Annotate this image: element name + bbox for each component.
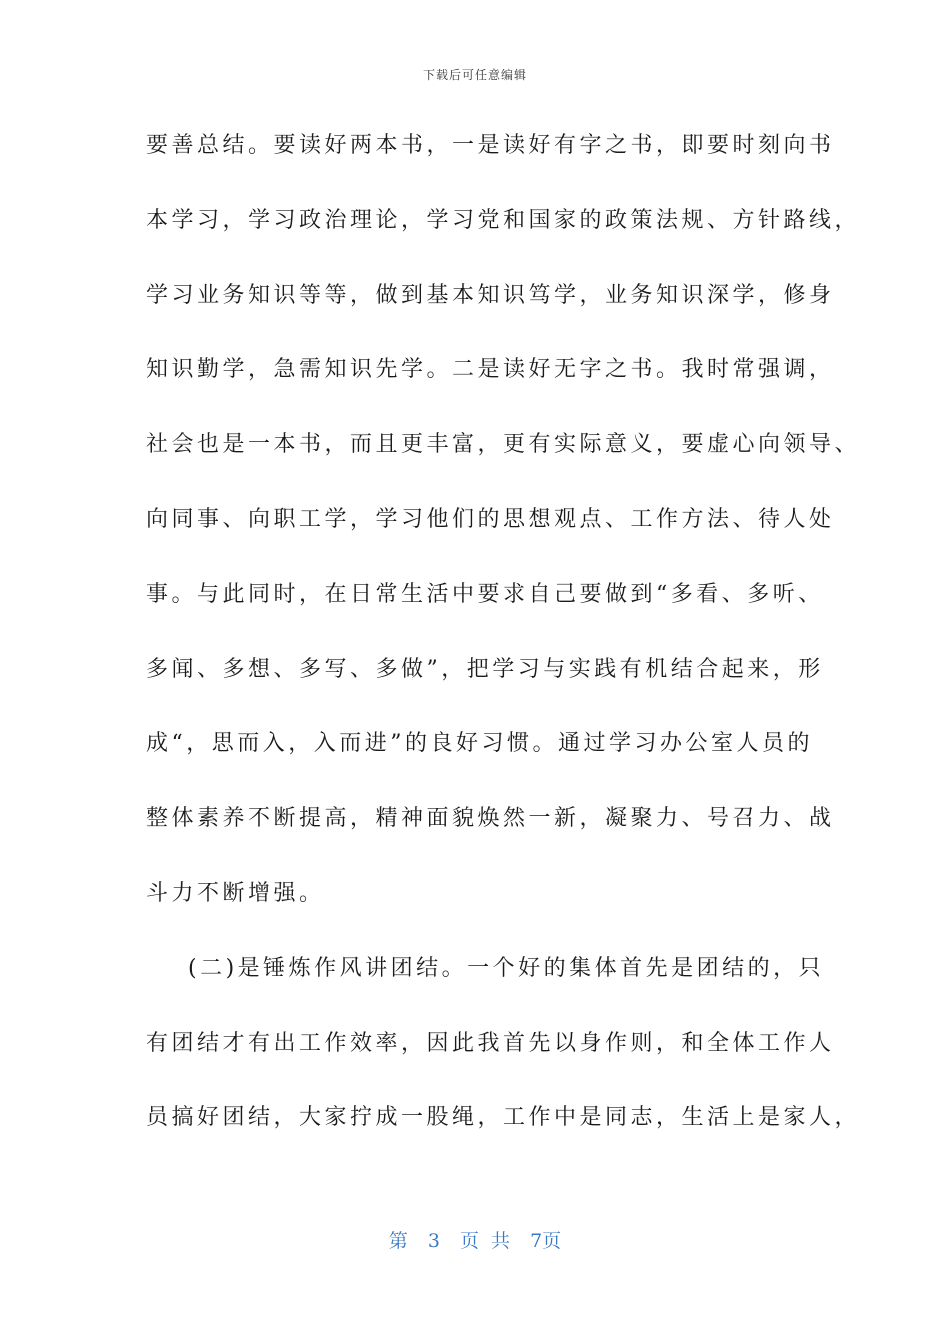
- total-pages: 7页: [530, 1230, 562, 1252]
- text-line: 向同事、向职工学，学习他们的思想观点、工作方法、待人处: [146, 506, 835, 532]
- text-line: 有团结才有出工作效率，因此我首先以身作则，和全体工作人: [146, 1030, 835, 1056]
- text-line: 整体素养不断提高，精神面貌焕然一新，凝聚力、号召力、战: [146, 806, 835, 832]
- text-line: 知识勤学，急需知识先学。二是读好无字之书。我时常强调，: [146, 357, 835, 383]
- paragraph-start-line: (二)是锤炼作风讲团结。一个好的集体首先是团结的，只: [188, 955, 825, 981]
- text-line: 要善总结。要读好两本书，一是读好有字之书，即要时刻向书: [146, 133, 835, 158]
- text-line: 本学习，学习政治理论，学习党和国家的政策法规、方针路线，: [146, 207, 861, 233]
- document-body: [146, 121, 861, 1168]
- text-line: 学习业务知识等等，做到基本知识笃学，业务知识深学，修身: [146, 282, 835, 308]
- footer-mid: 页 共: [460, 1230, 511, 1252]
- current-page-number: 3: [427, 1230, 440, 1252]
- text-line: 斗力不断增强。: [146, 880, 325, 906]
- text-line: 员搞好团结，大家拧成一股绳，工作中是同志，生活上是家人，: [146, 1105, 861, 1131]
- header-note: 下载后可任意编辑: [422, 68, 527, 82]
- text-line: 事。与此同时，在日常生活中要求自己要做到“多看、多听、: [146, 581, 824, 607]
- text-line: 社会也是一本书，而且更丰富，更有实际意义，要虚心向领导、: [146, 432, 861, 458]
- text-line: 成“，思而入，入而进”的良好习惯。通过学习办公室人员的: [146, 731, 813, 757]
- page-footer: [0, 1226, 950, 1253]
- footer-prefix: 第: [388, 1230, 408, 1252]
- text-line: 多闻、多想、多写、多做”，把学习与实践有机结合起来，形: [146, 656, 824, 682]
